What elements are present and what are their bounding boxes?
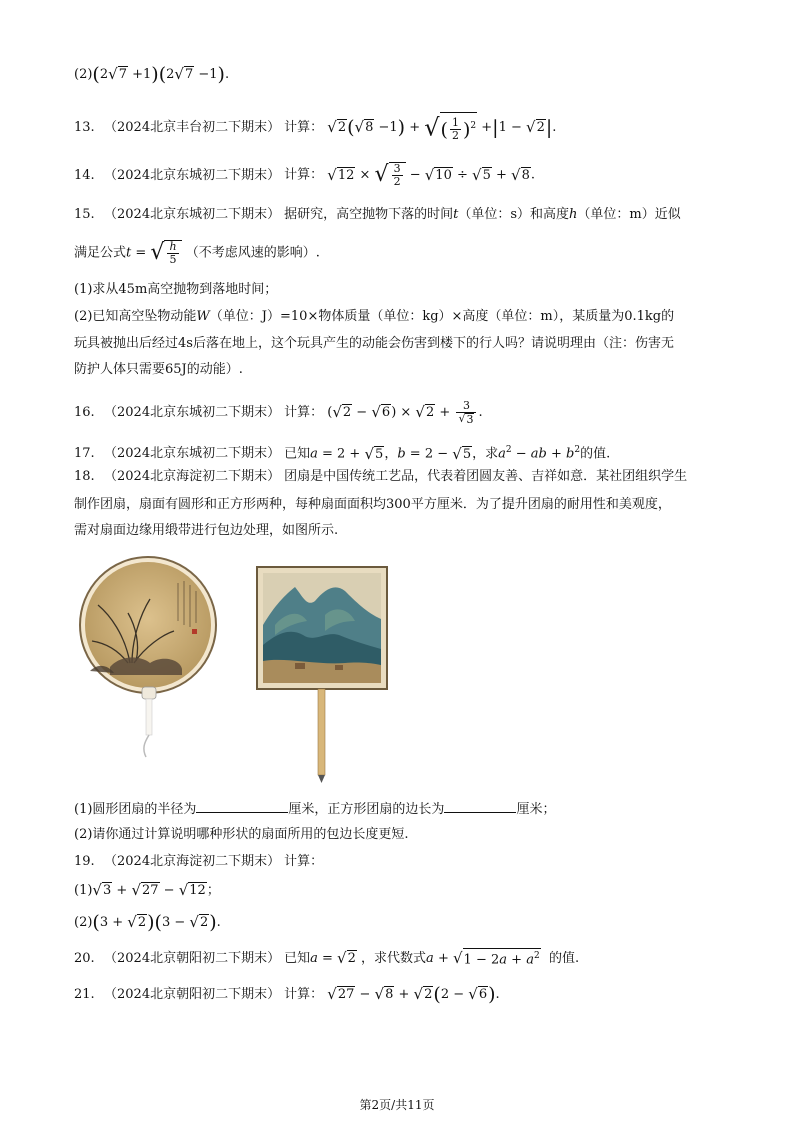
question-19: 19. （2024北京海淀初二下期末） 计算： — [74, 854, 324, 869]
question-13: 13. （2024北京丰台初二下期末） 计算： √2(√8 −1) + √( $\frac{1}{2}$ )$^2$ +|1 − √2|. — [74, 113, 557, 143]
question-20: 20. （2024北京朝阳初二下期末） 已知a = √2 ，求代数式$a + √1 - 2a + a^2$ 的值. — [74, 949, 580, 968]
round-fan-image — [70, 555, 230, 765]
question-15-part2-line3: 防护人体只需要65J的动能）. — [74, 362, 243, 377]
question-18-part1: (1)圆形团扇的半径为 厘米，正方形团扇的边长为 厘米； — [74, 798, 720, 820]
answer-blank-radius[interactable] — [196, 798, 288, 813]
question-21: 21. （2024北京朝阳初二下期末） 计算： √27 − √8 + √2(2 − √6). — [74, 983, 500, 1006]
question-15-part2-line1: (2)已知高空坠物动能W（单位：J）=10×物体质量（单位：kg）×高度（单位：m），某质量为0.1kg的 — [74, 309, 675, 324]
question-19-part2: (2)(3 + √2)(3 − √2). — [74, 911, 221, 934]
q12-part2: (2)(2√7 +1)(2√7 −1). — [74, 63, 230, 86]
question-15: 15. （2024北京东城初二下期末） 据研究，高空抛物下落的时间t（单位：s）和高度h（单位：m）近似 — [74, 207, 681, 222]
square-fan-image — [255, 565, 390, 785]
question-15-part1: (1)求从45m高空抛物到落地时间； — [74, 282, 278, 297]
page-footer: 第2页/共11页 — [359, 1098, 435, 1112]
question-16: 16. （2024北京东城初二下期末） 计算： (√2 − √6) × √2 + $\frac{3}{√3}$ . — [74, 399, 483, 426]
question-15-formula-line: 满足公式t = √ $\frac{h}{5}$ （不考虑风速的影响）. — [74, 240, 320, 266]
question-18-line1: 18. （2024北京海淀初二下期末） 团扇是中国传统工艺品，代表着团圆友善、吉祥如意．某社团组织学生 — [74, 469, 688, 484]
question-18-line2: 制作团扇，扇面有圆形和正方形两种，每种扇面面积均300平方厘米．为了提升团扇的耐用性和美观度， — [74, 497, 671, 512]
question-17: 17. （2024北京东城初二下期末） 已知a = 2 + √5，b = 2 − √5，求$a^2$ − ab + $b^2$的值. — [74, 444, 611, 463]
answer-blank-side[interactable] — [444, 798, 516, 813]
question-18-line3: 需对扇面边缘用缎带进行包边处理，如图所示. — [74, 523, 339, 538]
question-18-part2: (2)请你通过计算说明哪种形状的扇面所用的包边长度更短. — [74, 827, 409, 842]
question-19-part1: (1)√3 + √27 − √12； — [74, 881, 220, 899]
question-15-part2-line2: 玩具被抛出后经过4s后落在地上，这个玩具产生的动能会伤害到楼下的行人吗？请说明理由（注：伤害无 — [74, 336, 674, 351]
question-14: 14. （2024北京东城初二下期末） 计算： √12 × √ $\frac{3}{2}$ − √10 ÷ √5 + √8. — [74, 162, 536, 188]
